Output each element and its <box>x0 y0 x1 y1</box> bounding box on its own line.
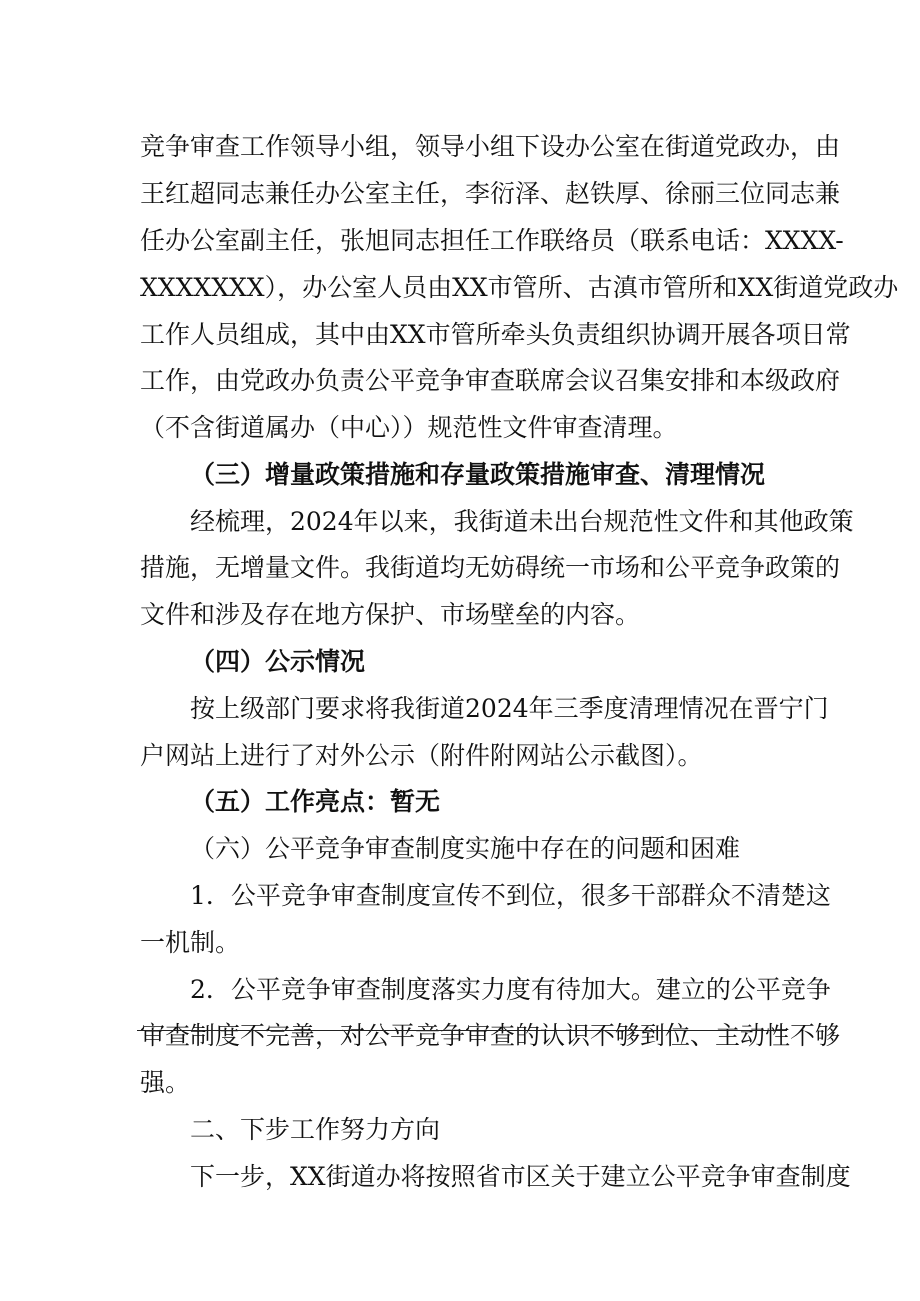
paragraph-line: 文件和涉及存在地方保护、市场壁垒的内容。 <box>140 600 641 629</box>
paragraph-line: 措施，无增量文件。我街道均无妨碍统一市场和公平竞争政策的 <box>140 553 841 582</box>
heading-section-4: （四）公示情况 <box>190 647 366 676</box>
list-item-line: 2．公平竞争审查制度落实力度有待加大。建立的公平竞争 <box>190 975 831 1004</box>
list-item-line: 一机制。 <box>140 928 241 957</box>
paragraph-line: 工作，由党政办负责公平竞争审查联席会议召集安排和本级政府 <box>140 366 841 395</box>
paragraph-line: 竞争审查工作领导小组，领导小组下设办公室在街道党政办，由 <box>140 132 841 161</box>
heading-section-two: 二、下步工作努力方向 <box>190 1115 441 1144</box>
list-item-line: 审查制度不完善，对公平竞争审查的认识不够到位、主动性不够 <box>140 1021 841 1050</box>
heading-section-6: （六）公平竞争审查制度实施中存在的问题和困难 <box>190 834 741 863</box>
page-divider <box>137 1030 787 1031</box>
paragraph-line: 任办公室副主任，张旭同志担任工作联络员（联系电话：XXXX- <box>140 226 844 255</box>
heading-section-3: （三）增量政策措施和存量政策措施审查、清理情况 <box>190 460 766 489</box>
paragraph-line: 下一步，XX街道办将按照省市区关于建立公平竞争审查制度 <box>190 1162 851 1191</box>
paragraph-line: 按上级部门要求将我街道2024年三季度清理情况在晋宁门 <box>190 694 829 723</box>
heading-section-5: （五）工作亮点：暂无 <box>190 787 441 816</box>
paragraph-line: XXXXXXX），办公室人员由XX市管所、古滇市管所和XX街道党政办 <box>140 273 899 302</box>
list-item-line: 强。 <box>140 1068 191 1097</box>
list-item-line: 1．公平竞争审查制度宣传不到位，很多干部群众不清楚这 <box>190 881 831 910</box>
paragraph-line: 经梳理，2024年以来，我街道未出台规范性文件和其他政策 <box>190 507 854 536</box>
paragraph-line: 工作人员组成，其中由XX市管所牵头负责组织协调开展各项日常 <box>140 320 851 349</box>
paragraph-line: 户网站上进行了对外公示（附件附网站公示截图）。 <box>140 741 703 770</box>
paragraph-line: （不含街道属办（中心））规范性文件审查清理。 <box>140 413 678 442</box>
paragraph-line: 王红超同志兼任办公室主任，李衍泽、赵铁厚、徐丽三位同志兼 <box>140 179 841 208</box>
